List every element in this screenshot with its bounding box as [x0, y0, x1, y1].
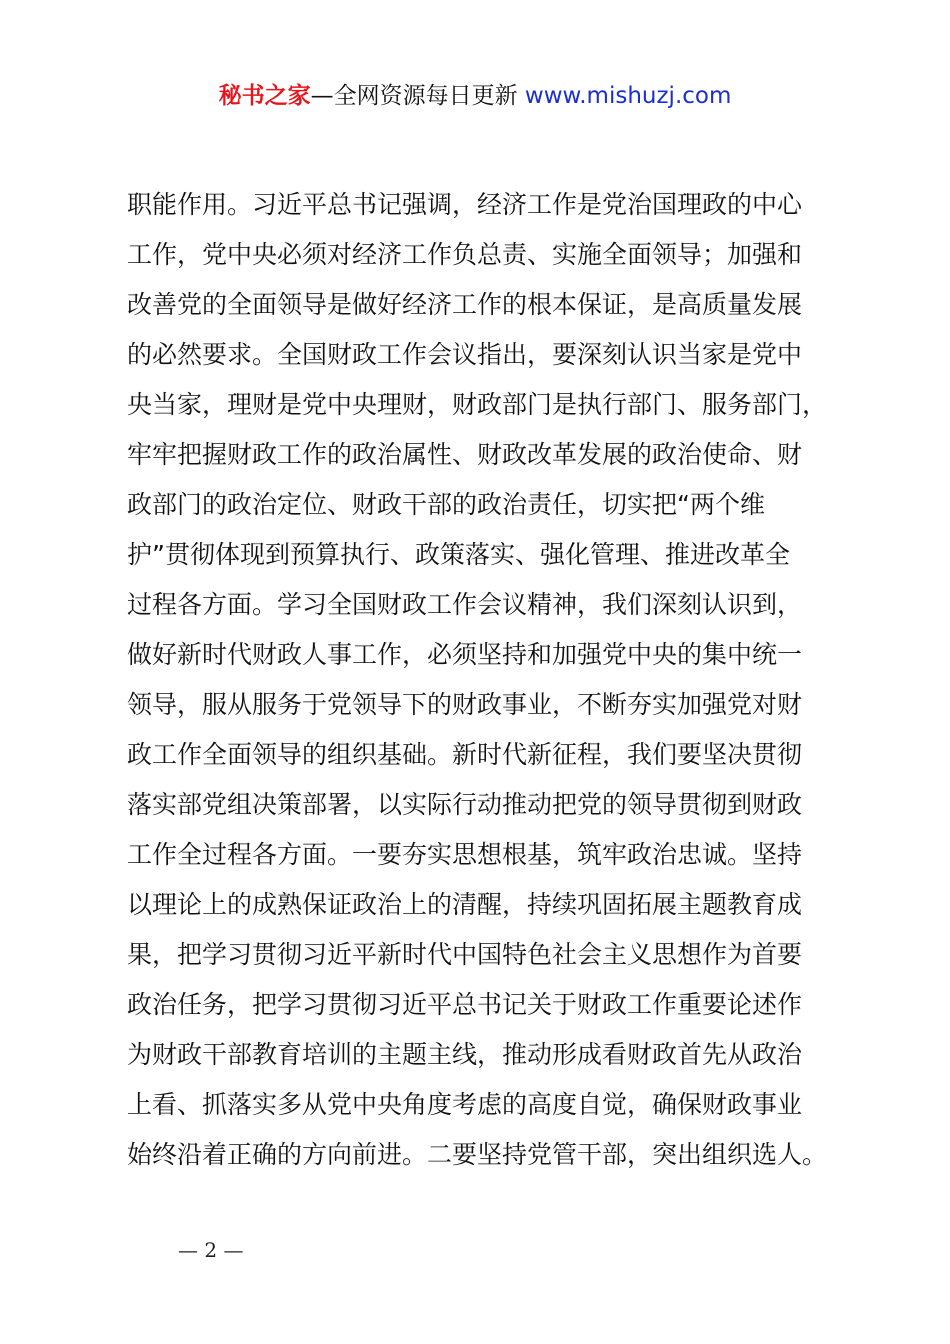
- text-line: 过程各方面。学习全国财政工作会议精神，我们深刻认识到，: [127, 590, 803, 619]
- text-line: 工作，党中央必须对经济工作负总责、实施全面领导；加强和: [127, 240, 803, 269]
- text-line: 做好新时代财政人事工作，必须坚持和加强党中央的集中统一: [127, 640, 803, 669]
- body-text: [127, 180, 847, 1180]
- text-line: 始终沿着正确的方向前进。二要坚持党管干部，突出组织选人。: [127, 1140, 828, 1169]
- text-line: 牢牢把握财政工作的政治属性、财政改革发展的政治使命、财: [127, 440, 803, 469]
- header-tagline: —全网资源每日更新: [310, 83, 525, 109]
- brand-name: 秘书之家: [218, 83, 311, 109]
- site-url: www.mishuzj.com: [524, 83, 732, 109]
- text-line: 政治任务，把学习贯彻习近平总书记关于财政工作重要论述作: [127, 990, 803, 1019]
- text-line: 工作全过程各方面。一要夯实思想根基，筑牢政治忠诚。坚持: [127, 840, 803, 869]
- text-line: 的必然要求。全国财政工作会议指出，要深刻认识当家是党中: [127, 340, 803, 369]
- text-line: 政工作全面领导的组织基础。新时代新征程，我们要坚决贯彻: [127, 740, 803, 769]
- text-line: 政部门的政治定位、财政干部的政治责任，切实把“两个维: [127, 490, 765, 519]
- text-line: 领导，服从服务于党领导下的财政事业，不断夯实加强党对财: [127, 690, 803, 719]
- text-line: 上看、抓落实多从党中央角度考虑的高度自觉，确保财政事业: [127, 1090, 803, 1119]
- text-line: 落实部党组决策部署，以实际行动推动把党的领导贯彻到财政: [127, 790, 803, 819]
- text-line: 果，把学习贯彻习近平新时代中国特色社会主义思想作为首要: [127, 940, 803, 969]
- text-line: 为财政干部教育培训的主题主线，推动形成看财政首先从政治: [127, 1040, 803, 1069]
- text-line: 改善党的全面领导是做好经济工作的根本保证，是高质量发展: [127, 290, 803, 319]
- page-number: — 2 —: [178, 1238, 244, 1262]
- text-line: 护”贯彻体现到预算执行、政策落实、强化管理、推进改革全: [127, 540, 790, 569]
- text-line: 央当家，理财是党中央理财，财政部门是执行部门、服务部门，: [127, 390, 828, 419]
- text-line: 职能作用。习近平总书记强调，经济工作是党治国理政的中心: [127, 190, 803, 219]
- page-header: [0, 80, 950, 112]
- text-line: 以理论上的成熟保证政治上的清醒，持续巩固拓展主题教育成: [127, 890, 803, 919]
